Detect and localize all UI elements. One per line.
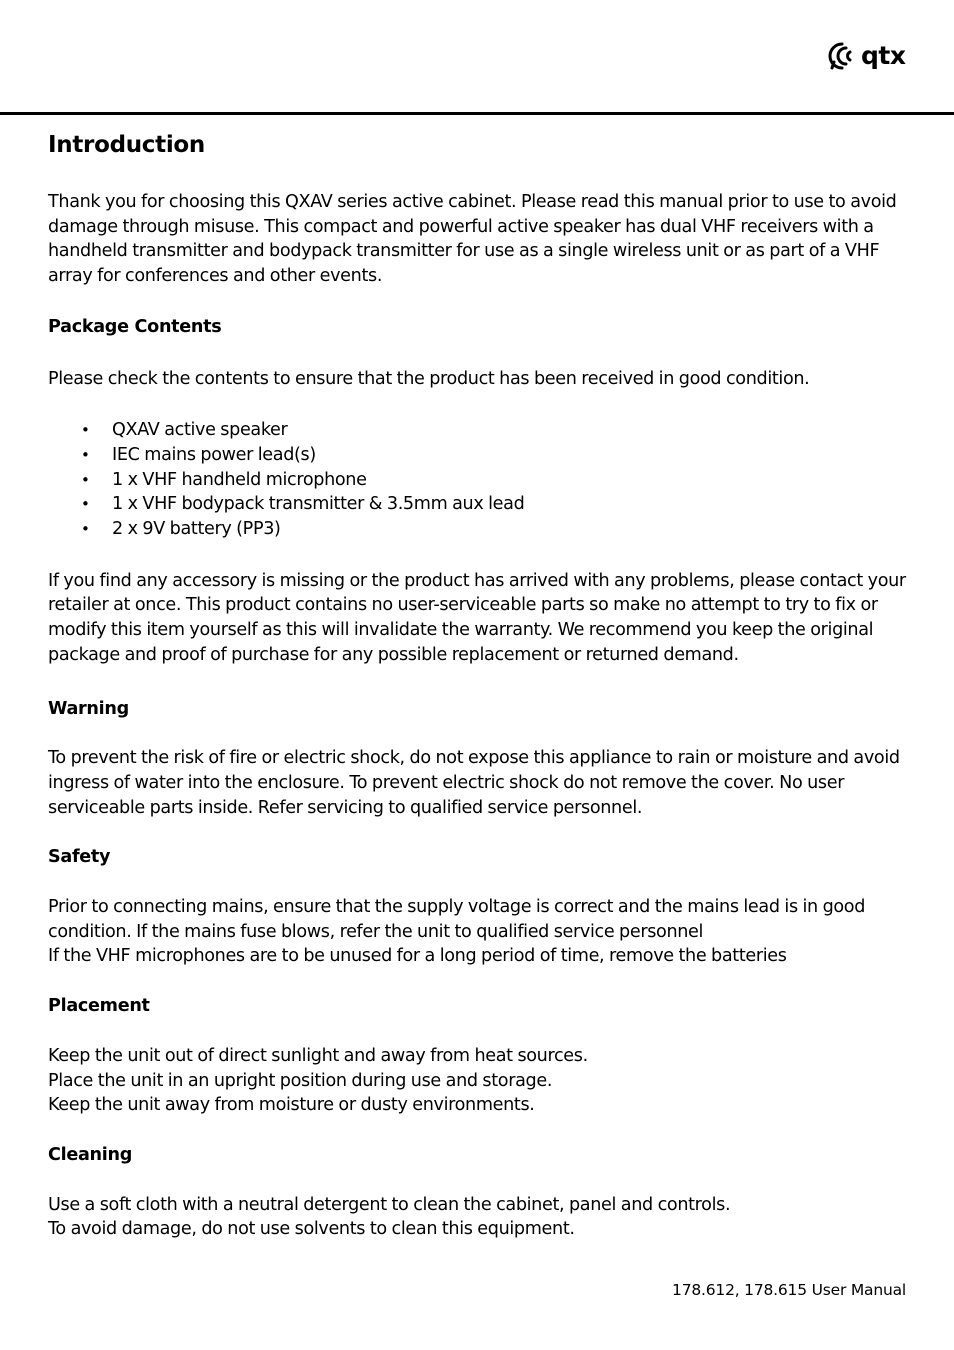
bullet-icon: • <box>81 520 90 539</box>
page-title: Introduction <box>48 132 205 158</box>
list-item: • IEC mains power lead(s) <box>48 443 910 468</box>
placement-line: Keep the unit out of direct sunlight and away from heat sources. <box>48 1045 588 1066</box>
package-check-paragraph: Please check the contents to ensure that the product has been received in good condition. <box>48 368 810 389</box>
safety-line: If the VHF microphones are to be unused for a long period of time, remove the batteries <box>48 946 787 967</box>
placement-line: Place the unit in an upright position during use and storage. <box>48 1070 553 1091</box>
manual-content <box>48 128 910 1242</box>
warning-heading: Warning <box>48 698 129 719</box>
qtx-logo <box>828 40 905 72</box>
bullet-icon: • <box>81 495 90 514</box>
bullet-icon: • <box>81 445 90 464</box>
list-item: • 1 x VHF bodypack transmitter & 3.5mm aux lead <box>48 492 910 517</box>
list-item: • 1 x VHF handheld microphone <box>48 468 910 493</box>
header-divider <box>0 112 954 115</box>
placement-line: Keep the unit away from moisture or dusty environments. <box>48 1095 535 1116</box>
bullet-icon: • <box>81 470 90 489</box>
list-item: • 2 x 9V battery (PP3) <box>48 517 910 542</box>
cleaning-line: Use a soft cloth with a neutral detergent to clean the cabinet, panel and controls. <box>48 1194 731 1215</box>
package-contents-heading: Package Contents <box>48 316 222 337</box>
safety-line: Prior to connecting mains, ensure that the supply voltage is correct and the mains lead is in good condition. If the mains fuse blows, refer the unit to qualified service personnel <box>48 897 866 942</box>
intro-paragraph: Thank you for choosing this QXAV series active cabinet. Please read this manual prior to use to avoid damage through misuse. This compact and powerful active speaker has dual VHF receivers with a handheld transmitter and bodypack transmitter for use as a single wireless unit or as part of a VHF array for conferences and other events. <box>48 192 897 287</box>
warning-paragraph: To prevent the risk of fire or electric shock, do not expose this appliance to rain or moisture and avoid ingress of water into the enclosure. To prevent electric shock do not remove the cover. No user serviceable parts inside. Refer servicing to qualified service personnel. <box>48 748 900 818</box>
cleaning-line: To avoid damage, do not use solvents to clean this equipment. <box>48 1219 575 1240</box>
logo-wordmark: qtx <box>861 41 906 70</box>
qtx-waves-icon <box>828 41 858 71</box>
missing-accessory-paragraph: If you find any accessory is missing or the product has arrived with any problems, please contact your retailer at once. This product contains no user-serviceable parts so make no attempt to try to fix or modify this item yourself as this will invalidate the warranty. We recommend you keep the original package and proof of purchase for any possible replacement or returned demand. <box>48 570 906 665</box>
cleaning-heading: Cleaning <box>48 1144 133 1165</box>
placement-heading: Placement <box>48 996 150 1017</box>
safety-heading: Safety <box>48 847 111 868</box>
page-footer: 178.612, 178.615 User Manual <box>672 1281 906 1299</box>
page-header <box>0 0 954 116</box>
list-item: • QXAV active speaker <box>48 418 910 443</box>
package-contents-list <box>48 418 910 542</box>
bullet-icon: • <box>81 421 90 440</box>
